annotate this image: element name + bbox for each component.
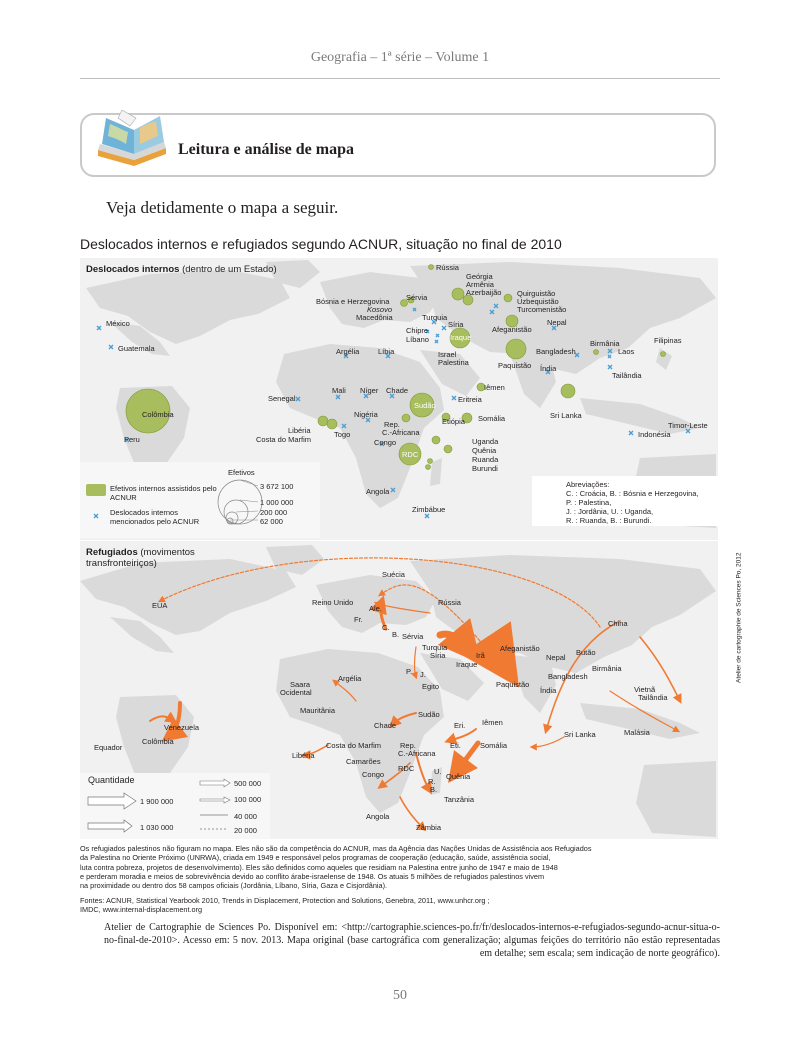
label-jordan: J. bbox=[420, 670, 426, 679]
legend-value: 200 000 bbox=[260, 508, 288, 517]
label-philippines: Filipinas bbox=[654, 336, 682, 345]
label-thailand: Tailândia bbox=[612, 371, 642, 380]
abbrev-line: J. : Jordânia, U. : Uganda, bbox=[566, 507, 654, 516]
label-iraq: Iraque bbox=[456, 660, 478, 669]
label-india: Índia bbox=[540, 364, 557, 373]
circle-bangladesh-small bbox=[594, 350, 599, 355]
label-sweden: Suécia bbox=[382, 570, 405, 579]
label-bangladesh: Bangladesh bbox=[536, 347, 576, 356]
label-russia: Rússia bbox=[436, 263, 459, 272]
label-zambia: Zâmbia bbox=[416, 823, 442, 832]
cross-laos bbox=[608, 355, 611, 358]
label-afghanistan: Afeganistão bbox=[500, 644, 540, 653]
label-burma: Birmânia bbox=[592, 664, 622, 673]
label-serbia: Sérvia bbox=[402, 632, 424, 641]
label-tanzania: Tanzânia bbox=[444, 795, 475, 804]
label-kyrgyzstan: Quirguistão bbox=[517, 289, 556, 298]
label-bhutan: Butão bbox=[576, 648, 596, 657]
label-sri-lanka: Sri Lanka bbox=[564, 730, 596, 739]
flow-somalia-ethiopia bbox=[448, 729, 476, 741]
label-uk: Reino Unido bbox=[312, 598, 354, 607]
circle-russia bbox=[429, 265, 434, 270]
label-turkmenistan: Turcomenistão bbox=[517, 305, 567, 314]
label-iraq: Iraque bbox=[450, 333, 472, 342]
label-turkey: Turquia bbox=[422, 643, 448, 652]
flow-srilanka-india bbox=[532, 737, 564, 747]
label-usa: EUA bbox=[152, 601, 168, 610]
circle-cote-divoire bbox=[327, 419, 337, 429]
label-pakistan: Paquistão bbox=[498, 361, 532, 370]
cross-zimbabwe bbox=[425, 514, 429, 518]
label-serbia: Sérvia bbox=[406, 293, 428, 302]
label-drc: RDC bbox=[402, 450, 419, 459]
abbrev-line: C. : Croácia, B. : Bósnia e Herzegovina, bbox=[566, 489, 699, 498]
label-pakistan: Paquistão bbox=[496, 680, 530, 689]
label-burundi: B. bbox=[430, 785, 438, 794]
cross-thailand bbox=[608, 365, 612, 369]
sources: Fontes: ACNUR, Statistical Yearbook 2010, Trends in Displacement, Protection and Solutions, Genebra, 2011, www.unhcr.org ; IMDC, www.internal-displacement.org bbox=[80, 896, 490, 915]
label-somalia: Somália bbox=[478, 414, 506, 423]
label-germany: Ale. bbox=[369, 604, 382, 613]
circle-georgia bbox=[452, 288, 464, 300]
source-credit: Atelier de Cartographie de Sciences Po. Disponível em: <http://cartographie.sciences-po.fr/fr/deslocados-internos-e-refugiados-segundo-acnur-situa-o-no-final-de-2010>. Acesso em: 5 nov. 2013. Mapa original (base cartográfica com generalização; algumas feições do território não estão representadas em detalhe; sem escala; sem indicação de norte geográfico). bbox=[104, 922, 720, 959]
section-box bbox=[80, 113, 716, 177]
label-yemen: Iêmen bbox=[482, 718, 503, 727]
label-russia: Rússia bbox=[438, 598, 461, 607]
circle-kyrgyzstan bbox=[504, 294, 512, 302]
label-mauritania: Mauritânia bbox=[300, 706, 336, 715]
label-colombia: Colômbia bbox=[142, 410, 174, 419]
abbrev-title: Abreviações: bbox=[566, 480, 610, 489]
header-rule bbox=[80, 78, 720, 79]
map-title: Deslocados internos e refugiados segundo ACNUR, situação no final de 2010 bbox=[80, 236, 562, 252]
label-georgia: Geórgia bbox=[466, 272, 493, 281]
label-car: C.-Africana bbox=[398, 749, 436, 758]
label-nepal: Nepal bbox=[546, 653, 566, 662]
label-cote-divoire: Costa do Marfim bbox=[326, 741, 382, 750]
label-senegal: Senegal bbox=[268, 394, 296, 403]
label-palestine: Palestina bbox=[438, 358, 469, 367]
section-title: Leitura e análise de mapa bbox=[178, 141, 354, 158]
label-syria: Síria bbox=[448, 320, 464, 329]
label-uganda: U. bbox=[434, 767, 442, 776]
label-somalia: Somália bbox=[480, 741, 508, 750]
cross-syria bbox=[442, 326, 446, 330]
label-sri-lanka: Sri Lanka bbox=[550, 411, 582, 420]
label-togo: Togo bbox=[334, 430, 351, 439]
label-western: Ocidental bbox=[280, 688, 312, 697]
cross-indonesia bbox=[629, 431, 633, 435]
cross-guatemala bbox=[109, 345, 113, 349]
label-eritrea: Eritreia bbox=[458, 395, 482, 404]
page-number: 50 bbox=[393, 988, 407, 1003]
label-indonesia: Indonésia bbox=[638, 430, 671, 439]
running-header: Geografia – 1ª série – Volume 1 bbox=[310, 50, 490, 65]
label-rep: Rep. bbox=[384, 420, 400, 429]
label-laos: Laos bbox=[618, 347, 635, 356]
map-internal-displaced bbox=[80, 258, 718, 540]
cross-israel bbox=[435, 340, 438, 343]
legend-value: 62 000 bbox=[260, 517, 283, 526]
label-france: Fr. bbox=[354, 615, 363, 624]
label-iran: Irã bbox=[476, 651, 485, 660]
label-cote-divoire: Costa do Marfim bbox=[256, 435, 312, 444]
label-azerbaijan: Azerbaijão bbox=[466, 288, 502, 297]
legend-quantity-title: Quantidade bbox=[88, 775, 135, 785]
circle-car bbox=[402, 414, 410, 422]
label-egypt: Egito bbox=[422, 682, 440, 691]
label-armenia: Armênia bbox=[466, 280, 494, 289]
label-chad: Chade bbox=[386, 386, 409, 395]
legend-title: Efetivos bbox=[228, 468, 255, 477]
circle-pakistan bbox=[506, 339, 526, 359]
legend-quantity-value: 100 000 bbox=[234, 795, 262, 804]
label-congo: Congo bbox=[374, 438, 397, 447]
footnote: Os refugiados palestinos não figuram no mapa. Eles não são da competência do ACNUR, mas da Agência das Nações Unidas de Assistência aos Refugiados da Palestina no Oriente Próximo (UNRWA), criada em 1949 e responsável pelos programas de cooperação (educação, saúde, assistência social, luta contra pobreza, projetos de desenvolvimento). Eles são definidos como aqueles que residiam na Palestina entre junho de 1947 e maio de 1948 e perderam moradia e meios de sobrevivência devido ao conflito árabe-israelense de 1948. Os atuais 5 milhões de refugiados palestinos vivem na proximidade ou dentro dos 58 campos oficiais (Jordânia, Líbano, Síria, Gaza e Cisjordânia). bbox=[80, 844, 592, 891]
label-india: Índia bbox=[540, 686, 557, 695]
intro-text: Veja detidamente o mapa a seguir. bbox=[106, 198, 339, 217]
circle-rwanda bbox=[428, 459, 433, 464]
label-eritrea: Eri. bbox=[454, 721, 466, 730]
cross-lebanon bbox=[436, 334, 439, 337]
label-bosnia: Bósnia e Herzegovina bbox=[316, 297, 390, 306]
label-car: C.-Africana bbox=[382, 428, 420, 437]
label-israel: Israel bbox=[438, 350, 457, 359]
cross-mexico bbox=[97, 326, 101, 330]
legend-quantity-value: 40 000 bbox=[234, 812, 257, 821]
label-rwanda: Ruanda bbox=[472, 455, 499, 464]
map-refugees bbox=[80, 541, 718, 839]
abbrev-line: P. : Palestina, bbox=[566, 498, 612, 507]
label-sudan: Sudão bbox=[418, 710, 440, 719]
label-chad: Chade bbox=[374, 721, 397, 730]
cross-eritrea bbox=[452, 396, 456, 400]
label-ethiopia: Etiópia bbox=[442, 417, 465, 426]
legend-quantity-value: 20 000 bbox=[234, 826, 257, 835]
label-nepal: Nepal bbox=[547, 318, 567, 327]
label-sahara: Saara bbox=[290, 680, 311, 689]
label-uganda: Uganda bbox=[472, 437, 499, 446]
label-bangladesh: Bangladesh bbox=[548, 672, 588, 681]
atlas-book-icon bbox=[92, 104, 172, 172]
map1-heading: Deslocados internos (dentro de um Estado) bbox=[86, 264, 277, 275]
label-kenya: Quênia bbox=[446, 772, 471, 781]
map2-heading: Refugiados (movimentos bbox=[86, 547, 195, 558]
label-liberia: Libéria bbox=[288, 426, 311, 435]
label-cameroon: Camarões bbox=[346, 757, 381, 766]
label-libya: Líbia bbox=[378, 347, 395, 356]
label-syria: Síria bbox=[430, 651, 446, 660]
circle-kenya bbox=[444, 445, 452, 453]
label-croatia: C. bbox=[382, 623, 390, 632]
label-kosovo: Kosovo bbox=[367, 305, 393, 314]
label-mexico: México bbox=[106, 319, 130, 328]
label-algeria: Argélia bbox=[338, 674, 362, 683]
label-burma: Birmânia bbox=[590, 339, 620, 348]
label-sudan: Sudão bbox=[414, 401, 436, 410]
label-yemen: Iêmen bbox=[484, 383, 505, 392]
label-algeria: Argélia bbox=[336, 347, 360, 356]
label-angola: Angola bbox=[366, 487, 390, 496]
circle-burundi bbox=[426, 465, 431, 470]
label-angola: Angola bbox=[366, 812, 390, 821]
label-uzbekistan: Uzbequistão bbox=[517, 297, 559, 306]
legend-value: 1 000 000 bbox=[260, 498, 294, 507]
label-turkey: Turquia bbox=[422, 313, 448, 322]
label-lebanon: Líbano bbox=[406, 335, 429, 344]
map2-land bbox=[80, 541, 718, 839]
label-palestine: P. bbox=[406, 667, 413, 676]
label-bosnia: B. bbox=[392, 630, 400, 639]
label-guatemala: Guatemala bbox=[118, 344, 155, 353]
label-afghanistan: Afeganistão bbox=[492, 325, 532, 334]
legend-mentioned-label: Deslocados internos mencionados pelo ACNUR bbox=[110, 508, 200, 526]
circle-uganda bbox=[432, 436, 440, 444]
abbrev-line: R. : Ruanda, B. : Burundi. bbox=[566, 516, 652, 525]
label-zimbabwe: Zimbábue bbox=[412, 505, 446, 514]
label-malaysia: Malásia bbox=[624, 728, 650, 737]
legend-quantity-value: 500 000 bbox=[234, 779, 262, 788]
label-nigeria: Nigéria bbox=[354, 410, 378, 419]
label-ecuador: Equador bbox=[94, 743, 123, 752]
legend-quantity-value: 1 030 000 bbox=[140, 823, 174, 832]
atelier-credit-vertical: Atelier de cartographie de Sciences Po, 2012 bbox=[735, 552, 743, 683]
legend-value: 3 672 100 bbox=[260, 482, 294, 491]
label-vietnam: Vietnã bbox=[634, 685, 656, 694]
label-venezuela: Venezuela bbox=[164, 723, 200, 732]
legend-quantity-value: 1 900 000 bbox=[140, 797, 174, 806]
label-cyprus: Chipre bbox=[406, 326, 429, 335]
label-thailand: Tailândia bbox=[638, 693, 668, 702]
label-congo: Congo bbox=[362, 770, 385, 779]
label-mali: Mali bbox=[332, 386, 346, 395]
legend-assisted-label: Efetivos internos assistidos pelo ACNUR bbox=[110, 484, 217, 502]
label-peru: Peru bbox=[124, 435, 140, 444]
label-ethiopia: Eti. bbox=[450, 741, 461, 750]
circle-philippines bbox=[661, 352, 666, 357]
label-liberia: Libéria bbox=[292, 751, 315, 760]
label-colombia: Colômbia bbox=[142, 737, 174, 746]
label-kenya: Quênia bbox=[472, 446, 497, 455]
label-rwanda: R. bbox=[428, 777, 436, 786]
map2-heading-line2: transfronteiriços) bbox=[86, 558, 157, 569]
label-macedonia: Macedônia bbox=[356, 313, 393, 322]
label-rep: Rep. bbox=[400, 741, 416, 750]
label-drc: RDC bbox=[398, 764, 415, 773]
label-china: China bbox=[608, 619, 628, 628]
circle-liberia bbox=[318, 416, 328, 426]
circle-sri-lanka bbox=[561, 384, 575, 398]
legend-circle-swatch bbox=[86, 484, 106, 496]
label-niger: Níger bbox=[360, 386, 379, 395]
label-timor: Timor-Leste bbox=[668, 421, 708, 430]
label-burundi: Burundi bbox=[472, 464, 498, 473]
